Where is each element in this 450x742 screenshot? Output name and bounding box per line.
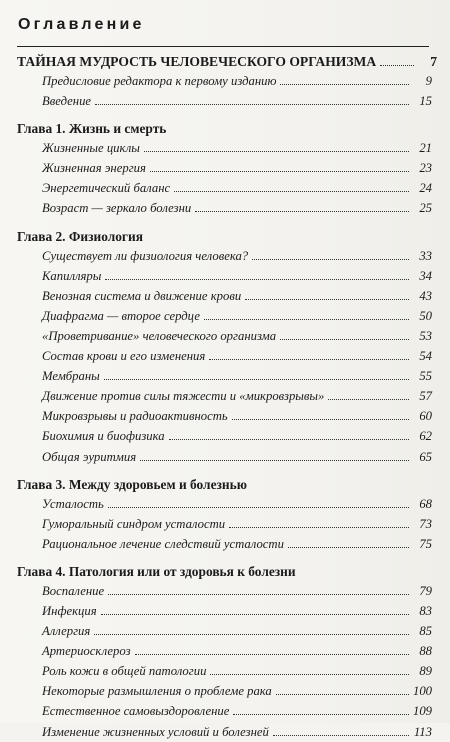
entry-page-number: 43 [419, 288, 432, 303]
toc-entry [17, 534, 437, 554]
entry-page-number: 68 [419, 496, 432, 511]
dot-leader [233, 714, 409, 715]
dot-leader [108, 507, 409, 508]
toc-entry [17, 641, 437, 661]
entry-title: Состав крови и его изменения [42, 349, 206, 364]
entry-page-number: 62 [419, 429, 432, 444]
entry-page-number: 88 [419, 644, 432, 659]
entry-page-number: 113 [413, 724, 432, 739]
toc-entry [17, 71, 437, 91]
entry-title: Естественное самовыздоровление [42, 704, 230, 719]
chapter-list [17, 119, 437, 741]
entry-title: Предисловие редактора к первому изданию [42, 74, 277, 88]
toc-entry [17, 621, 437, 641]
entry-title: Возраст — зеркало болезни [42, 201, 192, 216]
entry-page-number: 73 [419, 516, 432, 531]
toc-entry [17, 138, 437, 158]
toc-entry [17, 406, 437, 426]
toc-entry [17, 91, 437, 111]
entry-page-number: 79 [419, 583, 432, 598]
entry-page-number: 75 [419, 536, 432, 551]
entry-page-number: 83 [419, 603, 432, 618]
chapter-heading: Глава 1. Жизнь и смерть [17, 121, 167, 137]
entry-title: Жизненные циклы [42, 141, 140, 156]
entry-title: Воспаление [42, 583, 105, 598]
dot-leader [135, 654, 409, 655]
entry-page-number: 34 [419, 268, 432, 283]
entry-title: Общая эуритмия [42, 449, 137, 464]
toc-entry [17, 426, 437, 446]
dot-leader [169, 439, 409, 440]
toc-entry [17, 198, 437, 218]
entry-page-number: 100 [412, 684, 432, 699]
intro-list [17, 71, 437, 111]
entry-page-number: 25 [419, 201, 432, 216]
dot-leader [195, 211, 409, 212]
toc-entry [17, 246, 437, 266]
entry-page-number: 21 [419, 141, 432, 156]
toc-entry [17, 266, 437, 286]
dot-leader [280, 339, 409, 340]
dot-leader [245, 299, 409, 300]
entry-page-number: 89 [419, 664, 432, 679]
entry-title: Биохимия и биофизика [42, 429, 165, 444]
entry-title: Усталость [42, 496, 104, 511]
entry-title: Микровзрывы и радиоактивность [42, 409, 228, 424]
dot-leader [288, 547, 409, 548]
chapter-section [17, 562, 437, 742]
entry-title: Рациональное лечение следствий усталости [42, 536, 284, 551]
entry-title: Аллергия [42, 624, 91, 639]
toc-entry [17, 178, 437, 198]
dot-leader [204, 319, 409, 320]
entry-title: Гуморальный синдром усталости [42, 516, 226, 531]
toc-entry [17, 701, 437, 721]
entry-title: Мембраны [42, 369, 100, 384]
chapter-section [17, 119, 437, 218]
toc-entry [17, 158, 437, 178]
entry-title: Диафрагма — второе сердце [42, 308, 200, 323]
book-title: ТАЙНАЯ МУДРОСТЬ ЧЕЛОВЕЧЕСКОГО ОРГАНИЗМА [17, 54, 377, 69]
toc-entry [17, 601, 437, 621]
book-title-page: 7 [430, 54, 437, 69]
entry-title: «Проветривание» человеческого организма [42, 328, 277, 343]
entry-page-number: 23 [419, 161, 432, 176]
entry-title: Капилляры [42, 268, 102, 283]
entry-page-number: 54 [419, 349, 432, 364]
toc-entry [17, 581, 437, 601]
dot-leader [380, 65, 414, 66]
dot-leader [104, 379, 409, 380]
dot-leader [108, 594, 409, 595]
toc-entry [17, 681, 437, 701]
toc-entry [17, 386, 437, 406]
dot-leader [150, 171, 409, 172]
entry-page-number: 55 [419, 369, 432, 384]
dot-leader [209, 359, 409, 360]
dot-leader [144, 151, 409, 152]
title-divider [17, 46, 429, 47]
toc-entry [17, 661, 437, 681]
chapter-heading: Глава 4. Патология или от здоровья к болезни [17, 563, 296, 579]
entry-title: Инфекция [42, 603, 97, 618]
dot-leader [232, 419, 409, 420]
dot-leader [94, 634, 409, 635]
entry-title: Введение [42, 94, 92, 109]
entry-title: Жизненная энергия [42, 161, 146, 176]
entry-page-number: 65 [419, 449, 432, 464]
dot-leader [174, 191, 409, 192]
dot-leader [273, 735, 409, 736]
entry-page-number: 50 [419, 308, 432, 323]
entry-page-number: 53 [419, 328, 432, 343]
entry-page-number: 24 [419, 181, 432, 196]
entry-title: Роль кожи в общей патологии [42, 664, 207, 679]
entry-title: Существует ли физиология человека? [42, 248, 249, 263]
entry-title: Некоторые размышления о проблеме рака [42, 684, 272, 699]
dot-leader [252, 259, 409, 260]
toc-entry [17, 286, 437, 306]
toc-entry [17, 346, 437, 366]
dot-leader [328, 399, 409, 400]
dot-leader [105, 279, 409, 280]
toc-entry [17, 514, 437, 534]
entry-title: Венозная система и движение крови [42, 288, 242, 303]
entry-title: Движение против силы тяжести и «микровзрывы» [42, 389, 325, 404]
entry-page-number: 9 [425, 74, 432, 88]
dot-leader [280, 84, 409, 85]
chapter-section [17, 475, 437, 554]
entry-title: Артериосклероз [42, 644, 131, 659]
toc-title: Оглавление [18, 16, 145, 33]
dot-leader [210, 674, 409, 675]
chapter-section [17, 227, 437, 467]
entry-page-number: 15 [419, 94, 432, 109]
dot-leader [95, 104, 409, 105]
toc-entry [17, 306, 437, 326]
entry-title: Изменение жизненных условий и болезней [42, 724, 269, 739]
entry-page-number: 33 [419, 248, 432, 263]
toc-entry [17, 447, 437, 467]
toc-entry [17, 494, 437, 514]
chapter-heading: Глава 3. Между здоровьем и болезнью [17, 476, 247, 492]
entry-page-number: 60 [419, 409, 432, 424]
table-of-contents [17, 14, 437, 742]
entry-page-number: 109 [412, 704, 432, 719]
dot-leader [140, 460, 409, 461]
book-title-row [17, 53, 437, 71]
entry-title: Энергетический баланс [42, 181, 171, 196]
dot-leader [101, 614, 409, 615]
chapter-heading: Глава 2. Физиология [17, 228, 143, 244]
toc-entry [17, 366, 437, 386]
toc-entry [17, 722, 437, 742]
dot-leader [229, 527, 409, 528]
toc-entry [17, 326, 437, 346]
entry-page-number: 85 [419, 624, 432, 639]
dot-leader [276, 694, 409, 695]
entry-page-number: 57 [419, 389, 432, 404]
